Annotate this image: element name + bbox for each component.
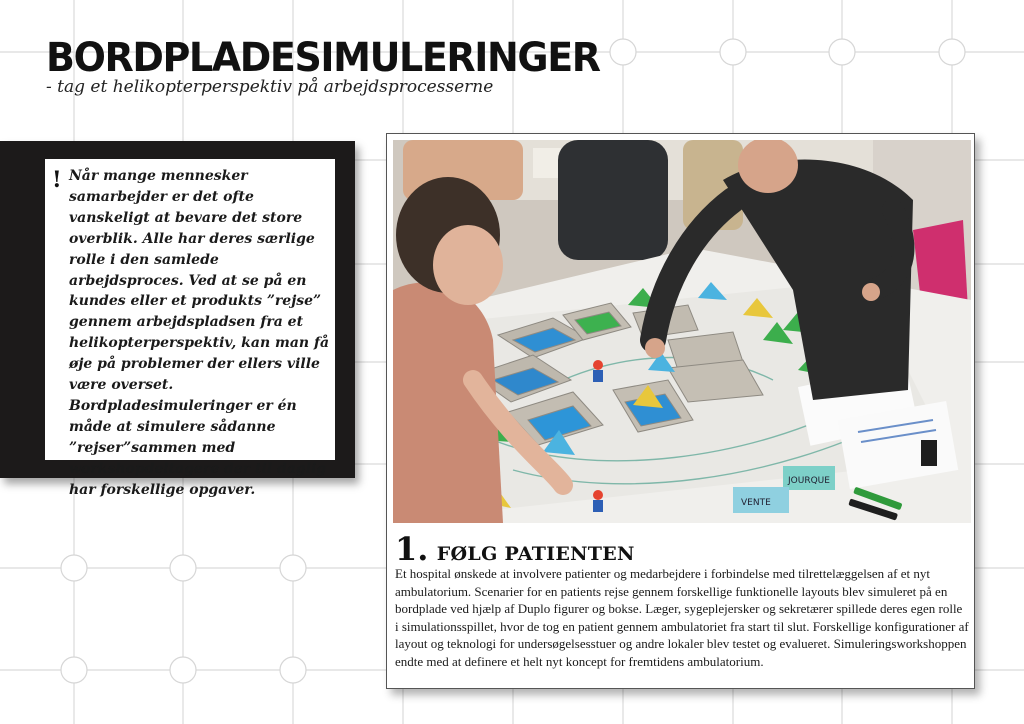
- callout-text-box: [45, 159, 335, 498]
- workshop-photo: [393, 140, 971, 523]
- callout-panel: [0, 141, 355, 498]
- case-body-text: Et hospital ønskede at involvere patienter og medarbejdere i forbindelse med tilrettelæggelsen af et nyt ambulatorium. Scenarier for en patients rejse gennem forskellige funktionelle layouts blev simuleret på en bordplade ved hjælp af Duplo figurer og bokse. Læger, sygeplejersker og sekretærer spillede deres egen rolle i simulationsspillet, hvor de tog en patient gennem ambulatoriet fra start til slut. Forskellige konfigurationer af layout og teknologi for undersøgelsesstuer og andre lokaler blev testet og evalueret. Simuleringsworkshoppen endte med at definere et helt nyt koncept for fremtidens ambulatorium.: [395, 566, 969, 669]
- tag-jourque: JOURQUE: [788, 476, 830, 486]
- exclamation-icon: !: [52, 167, 62, 193]
- case-heading: [395, 530, 635, 568]
- callout-text: Når mange mennesker samarbejder er det ofte vanskeligt at bevare det store overblik. Alle har deres særlige rolle i den samlede arbejdsproces. Ved at se på en kundes eller et produkts ”rejse” gennem arbejdspladsen fra et helikopterperspektiv, kan man få øje på problemer der ellers ville være overset. Bordpladesimuleringer er én måde at simulere sådanne ”rejser”sammen med workshopdeltagere der til daglig har forskellige opgaver.: [69, 168, 330, 498]
- case-title: FØLG PATIENTEN: [436, 543, 635, 565]
- case-number: 1.: [395, 530, 429, 568]
- page-subtitle: - tag et helikopterperspektiv på arbejdsprocesserne: [46, 77, 494, 97]
- case-card: [386, 133, 975, 689]
- page-title: BORDPLADESIMULERINGER: [46, 34, 600, 81]
- tag-vente: VENTE: [741, 498, 771, 508]
